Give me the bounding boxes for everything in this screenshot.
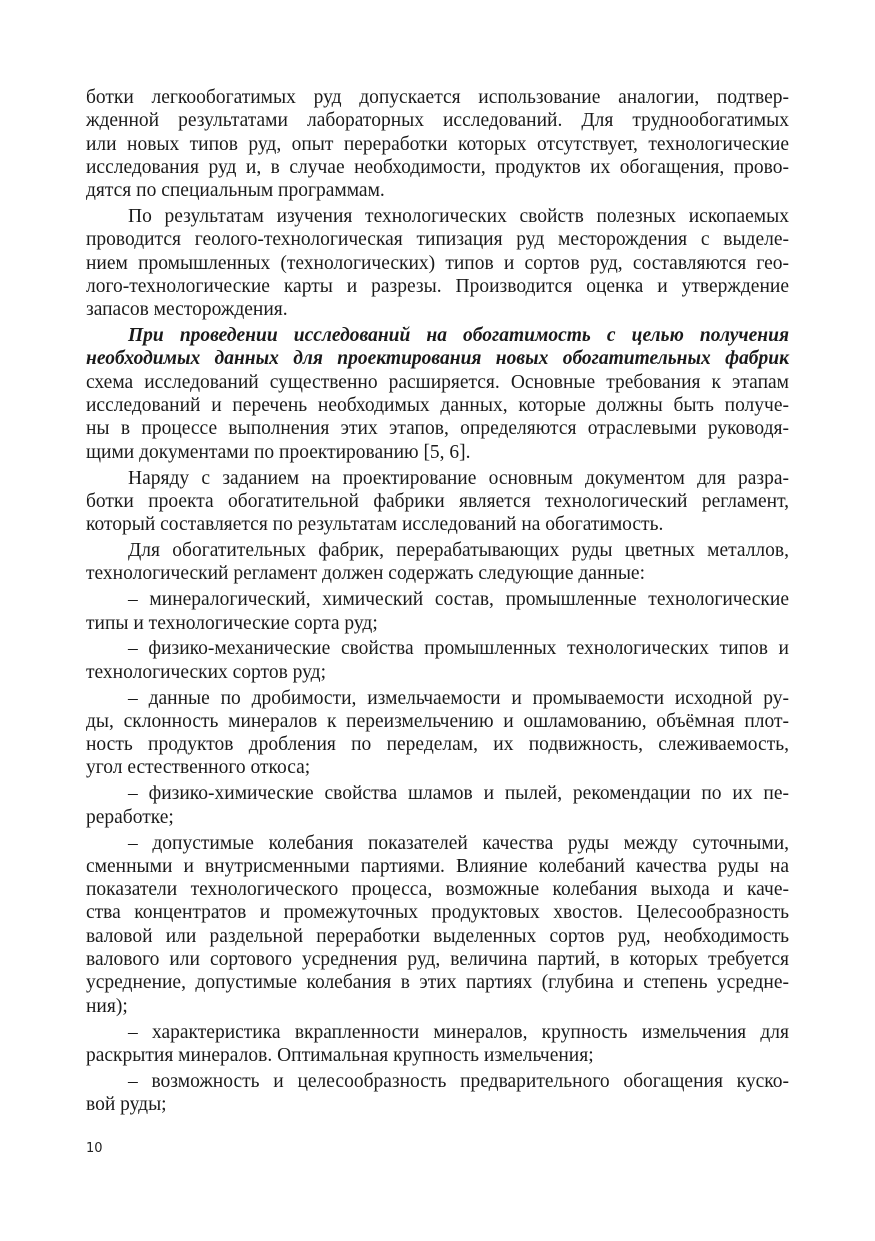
text-line: По результатам изучения технологических свойств полезных ископаемых [128, 206, 789, 228]
text-line: или новых типов руд, опыт переработки которых отсутствует, технологические [86, 133, 789, 155]
text-line: угол естественного откоса; [86, 757, 311, 779]
text-line: дятся по специальным программам. [86, 180, 385, 202]
text-line: Наряду с заданием на проектирование основным документом для разра- [128, 467, 789, 489]
text-line: При проведении исследований на обогатимость с целью получения [128, 325, 789, 347]
text-line: вой руды; [86, 1094, 167, 1115]
paragraph [86, 467, 789, 537]
paragraph [86, 1070, 789, 1117]
text-line: Для обогатительных фабрик, перерабатывающих руды цветных металлов, [128, 540, 789, 562]
text-line: схема исследований существенно расширяется. Основные требования к этапам [86, 371, 789, 393]
text-line: типы и технологические сорта руд; [86, 612, 378, 634]
text-line: – минералогический, химический состав, промышленные технологические [128, 589, 789, 611]
text-line: ства концентратов и промежуточных продуктовых хвостов. Целесообразность [86, 902, 789, 924]
text-line: ны в процессе выполнения этих этапов, определяются отраслевыми руководя- [86, 418, 789, 440]
text-line: – характеристика вкрапленности минералов, крупность измельчения для [128, 1021, 789, 1043]
page-number: 10 [86, 1141, 103, 1156]
text-line: показатели технологического процесса, возможные колебания выхода и каче- [86, 879, 789, 901]
text-line: исследования руд и, в случае необходимости, продуктов их обогащения, прово- [86, 156, 789, 178]
text-line: который составляется по результатам исследований на обогатимость. [86, 514, 664, 536]
paragraph [86, 539, 789, 586]
text-line: реработке; [86, 806, 174, 828]
text-line: щими документами по проектированию [5, 6]. [86, 441, 471, 463]
paragraph [86, 588, 789, 635]
text-line: необходимых данных для проектирования новых обогатительных фабрик [86, 348, 789, 370]
text-line: ботки легкообогатимых руд допускается использование аналогии, подтвер- [86, 87, 789, 108]
text-line: ботки проекта обогатительной фабрики является технологический регламент, [86, 490, 789, 512]
paragraph [86, 637, 789, 684]
text-line: ния); [86, 995, 128, 1017]
text-line: – допустимые колебания показателей качества руды между суточными, [128, 832, 789, 854]
paragraph [86, 1021, 789, 1068]
text-line: запасов месторождения. [86, 299, 288, 321]
text-line: сменными и внутрисменными партиями. Влияние колебаний качества руды на [86, 855, 789, 877]
text-line: нием промышленных (технологических) типов и сортов руд, составляются гео- [86, 252, 789, 274]
document-body [86, 86, 789, 1119]
text-line: технологический регламент должен содержать следующие данные: [86, 563, 645, 585]
text-line: – данные по дробимости, измельчаемости и промываемости исходной ру- [128, 687, 789, 709]
text-line: ды, склонность минералов к переизмельчению и ошламованию, объёмная плот- [86, 710, 789, 732]
text-line: исследований и перечень необходимых данных, которые должны быть получе- [86, 395, 789, 417]
paragraph [86, 86, 789, 202]
text-line: валового или сортового усреднения руд, величина партий, в которых требуется [86, 949, 789, 971]
paragraph [86, 832, 789, 1018]
text-line: – физико-химические свойства шламов и пылей, рекомендации по их пе- [128, 783, 789, 805]
text-line: ность продуктов дробления по переделам, их подвижность, слеживаемость, [86, 734, 789, 756]
text-line: технологических сортов руд; [86, 661, 326, 683]
paragraph [86, 205, 789, 321]
text-line: жденной результатами лабораторных исследований. Для труднообогатимых [86, 110, 789, 132]
text-line: лого-технологические карты и разрезы. Производится оценка и утверждение [86, 275, 789, 297]
text-line: валовой или раздельной переработки выделенных сортов руд, необходимость [86, 925, 789, 947]
text-line: – возможность и целесообразность предварительного обогащения куско- [128, 1070, 789, 1092]
text-line: – физико-механические свойства промышленных технологических типов и [128, 638, 789, 660]
text-line: раскрытия минералов. Оптимальная крупность измельчения; [86, 1044, 594, 1066]
text-line: проводится геолого-технологическая типизация руд месторождения с выделе- [86, 229, 789, 251]
paragraph [86, 687, 789, 780]
text-line: усреднение, допустимые колебания в этих партиях (глубина и степень усредне- [86, 972, 789, 994]
paragraph [86, 324, 789, 464]
paragraph [86, 782, 789, 829]
